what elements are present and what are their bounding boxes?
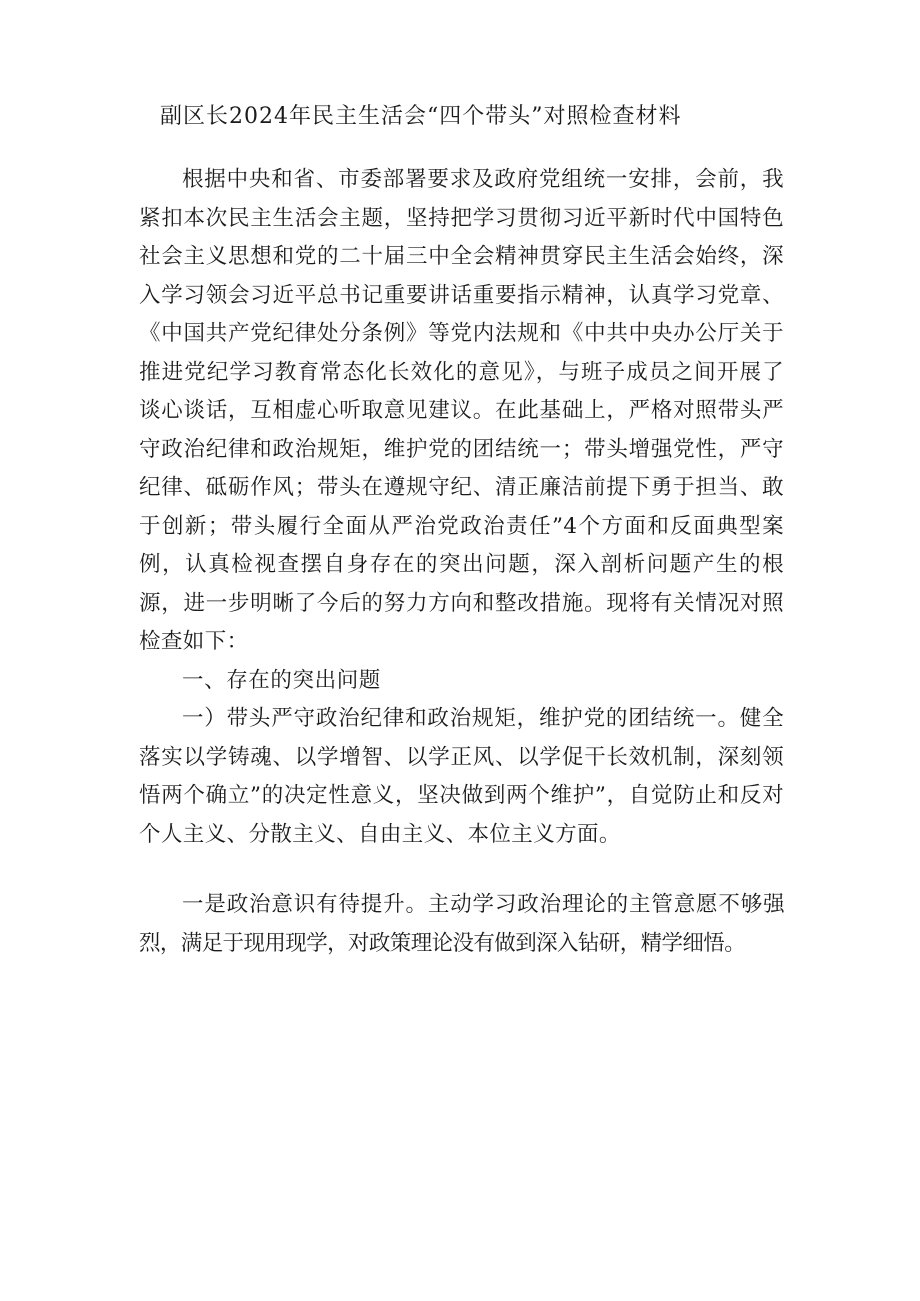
paragraph-gap: [139, 854, 784, 886]
point-paragraph-1: 一是政治意识有待提升。主动学习政治理论的主管意愿不够强烈，满足于现用现学，对政策理论没有做到深入钻研，精学细悟。: [139, 892, 784, 956]
document-title: 副区长2024年民主生活会“四个带头”对照检查材料: [160, 104, 682, 129]
intro-paragraph: 根据中央和省、市委部署要求及政府党组统一安排，会前，我紧扣本次民主生活会主题，坚持把学习贯彻习近平新时代中国特色社会主义思想和党的二十届三中全会精神贯穿民主生活会始终，深入学习领会习近平总书记重要讲话重要指示精神，认真学习党章、《中国共产党纪律处分条例》等党内法规和《中共中央办公厅关于推进党纪学习教育常态化长效化的意见》，与班子成员之间开展了谈心谈话，互相虚心听取意见建议。在此基础上，严格对照带头严守政治纪律和政治规矩，维护党的团结统一；带头增强党性，严守纪律、砥砺作风；带头在遵规守纪、清正廉洁前提下勇于担当、敢于创新；带头履行全面从严治党政治责任”4个方面和反面典型案例，认真检视查摆自身存在的突出问题，深入剖析问题产生的根源，进一步明晰了今后的努力方向和整改措施。现将有关情况对照检查如下：: [139, 167, 784, 654]
section-heading-problems: 一、存在的突出问题: [182, 667, 381, 693]
subsection-paragraph-1: 一）带头严守政治纪律和政治规矩，维护党的团结统一。健全落实以学铸魂、以学增智、以学正风、以学促干长效机制，深刻领悟两个确立”的决定性意义，坚决做到两个维护”，自觉防止和反对个人主义、分散主义、自由主义、本位主义方面。: [139, 706, 784, 847]
document-body: [139, 158, 784, 963]
